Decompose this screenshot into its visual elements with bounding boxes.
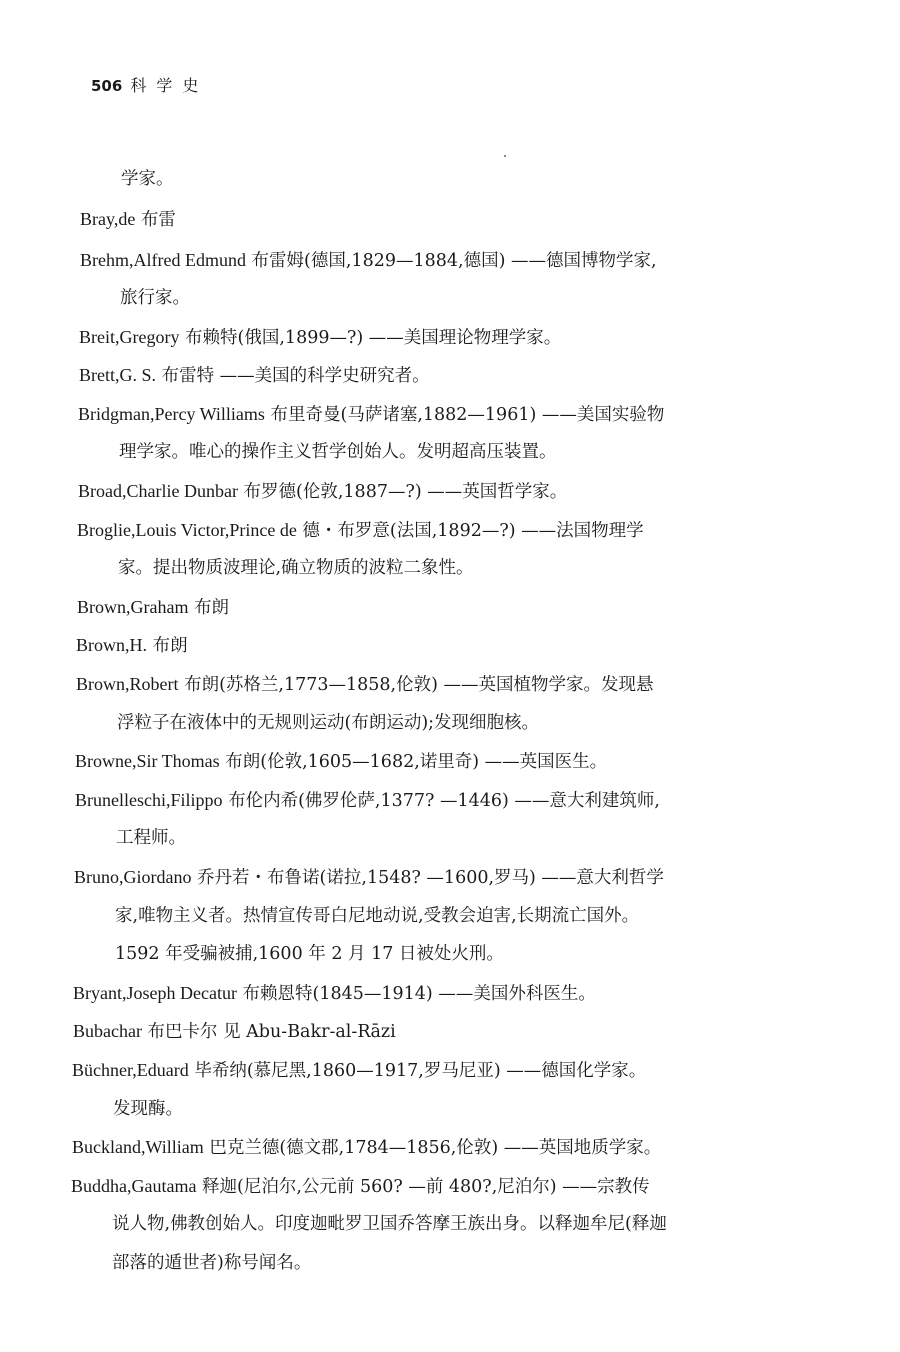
- entry-line: Browne,Sir Thomas 布朗(伦敦,1605—1682,诺里奇) ——英国医生。: [75, 751, 608, 772]
- book-title: 科学史: [130, 76, 209, 95]
- entry-line: Buckland,William 巴克兰德(德文郡,1784—1856,伦敦) ——英国地质学家。: [72, 1137, 662, 1158]
- continuation-line: 学家。: [121, 169, 174, 189]
- continuation-line: 浮粒子在液体中的无规则运动(布朗运动);发现细胞核。: [117, 713, 540, 733]
- entry-term: Brown,Graham: [77, 597, 189, 617]
- running-head: [91, 74, 208, 98]
- entry-line: Bryant,Joseph Decatur 布赖恩特(1845—1914) ——美国外科医生。: [73, 983, 596, 1004]
- page-number: 506: [91, 77, 123, 95]
- continuation-line: 发现酶。: [113, 1099, 183, 1119]
- entry-term: Büchner,Eduard: [72, 1060, 189, 1080]
- entry-term: Bridgman,Percy Williams: [78, 404, 265, 424]
- entry-term: Breit,Gregory: [79, 327, 180, 347]
- entry-line: Brown,H. 布朗: [76, 635, 188, 656]
- entry-term: Brown,Robert: [76, 674, 179, 694]
- entry-line: Bray,de 布雷: [80, 209, 176, 230]
- print-speck: [504, 155, 506, 157]
- continuation-line: 家。提出物质波理论,确立物质的波粒二象性。: [118, 558, 474, 578]
- entry-term: Brehm,Alfred Edmund: [80, 250, 246, 270]
- entry-line: Bridgman,Percy Williams 布里奇曼(马萨诸塞,1882—1961) ——美国实验物: [78, 404, 665, 425]
- continuation-line: 1592 年受骗被捕,1600 年 2 月 17 日被处火刑。: [115, 944, 504, 964]
- continuation-line: 家,唯物主义者。热情宣传哥白尼地动说,受教会迫害,长期流亡国外。: [115, 906, 640, 926]
- entry-line: Brunelleschi,Filippo 布伦内希(佛罗伦萨,1377? —1446) ——意大利建筑师,: [75, 790, 660, 811]
- entry-line: Brehm,Alfred Edmund 布雷姆(德国,1829—1884,德国) ——德国博物学家,: [80, 250, 657, 271]
- entry-line: Broad,Charlie Dunbar 布罗德(伦敦,1887—?) ——英国哲学家。: [78, 481, 568, 502]
- entry-line: Bruno,Giordano 乔丹若・布鲁诺(诺拉,1548? —1600,罗马) ——意大利哲学: [74, 867, 664, 888]
- entry-line: Breit,Gregory 布赖特(俄国,1899—?) ——美国理论物理学家。: [79, 327, 562, 348]
- entry-line: Büchner,Eduard 毕希纳(慕尼黑,1860—1917,罗马尼亚) ——德国化学家。: [72, 1060, 647, 1081]
- entry-term: Bubachar: [73, 1021, 142, 1041]
- entry-term: Bray,de: [80, 209, 136, 229]
- entry-line: Brown,Graham 布朗: [77, 597, 230, 618]
- entry-term: Bruno,Giordano: [74, 867, 192, 887]
- entry-term: Buckland,William: [72, 1137, 204, 1157]
- entry-term: Brett,G. S.: [79, 365, 157, 385]
- entry-line: Brett,G. S. 布雷特 ——美国的科学史研究者。: [79, 365, 430, 386]
- continuation-line: 理学家。唯心的操作主义哲学创始人。发明超高压装置。: [119, 442, 557, 462]
- entry-line: Broglie,Louis Victor,Prince de 德・布罗意(法国,1892—?) ——法国物理学: [77, 520, 644, 541]
- entry-term: Bryant,Joseph Decatur: [73, 983, 237, 1003]
- entry-term: Browne,Sir Thomas: [75, 751, 220, 771]
- entry-line: Buddha,Gautama 释迦(尼泊尔,公元前 560? —前 480?,尼泊尔) ——宗教传: [71, 1176, 650, 1197]
- continuation-line: 旅行家。: [120, 288, 190, 308]
- entry-term: Buddha,Gautama: [71, 1176, 197, 1196]
- entry-term: Brunelleschi,Filippo: [75, 790, 223, 810]
- entry-line: Brown,Robert 布朗(苏格兰,1773—1858,伦敦) ——英国植物学家。发现悬: [76, 674, 654, 695]
- entry-term: Broglie,Louis Victor,Prince de: [77, 520, 297, 540]
- continuation-line: 说人物,佛教创始人。印度迦毗罗卫国乔答摩王族出身。以释迦牟尼(释迦: [112, 1214, 667, 1234]
- continuation-line: 部落的遁世者)称号闻名。: [112, 1253, 312, 1273]
- entry-line: Bubachar 布巴卡尔 见 Abu-Bakr-al-Rāzi: [73, 1021, 396, 1042]
- entry-term: Brown,H.: [76, 635, 147, 655]
- entry-term: Broad,Charlie Dunbar: [78, 481, 238, 501]
- continuation-line: 工程师。: [116, 828, 186, 848]
